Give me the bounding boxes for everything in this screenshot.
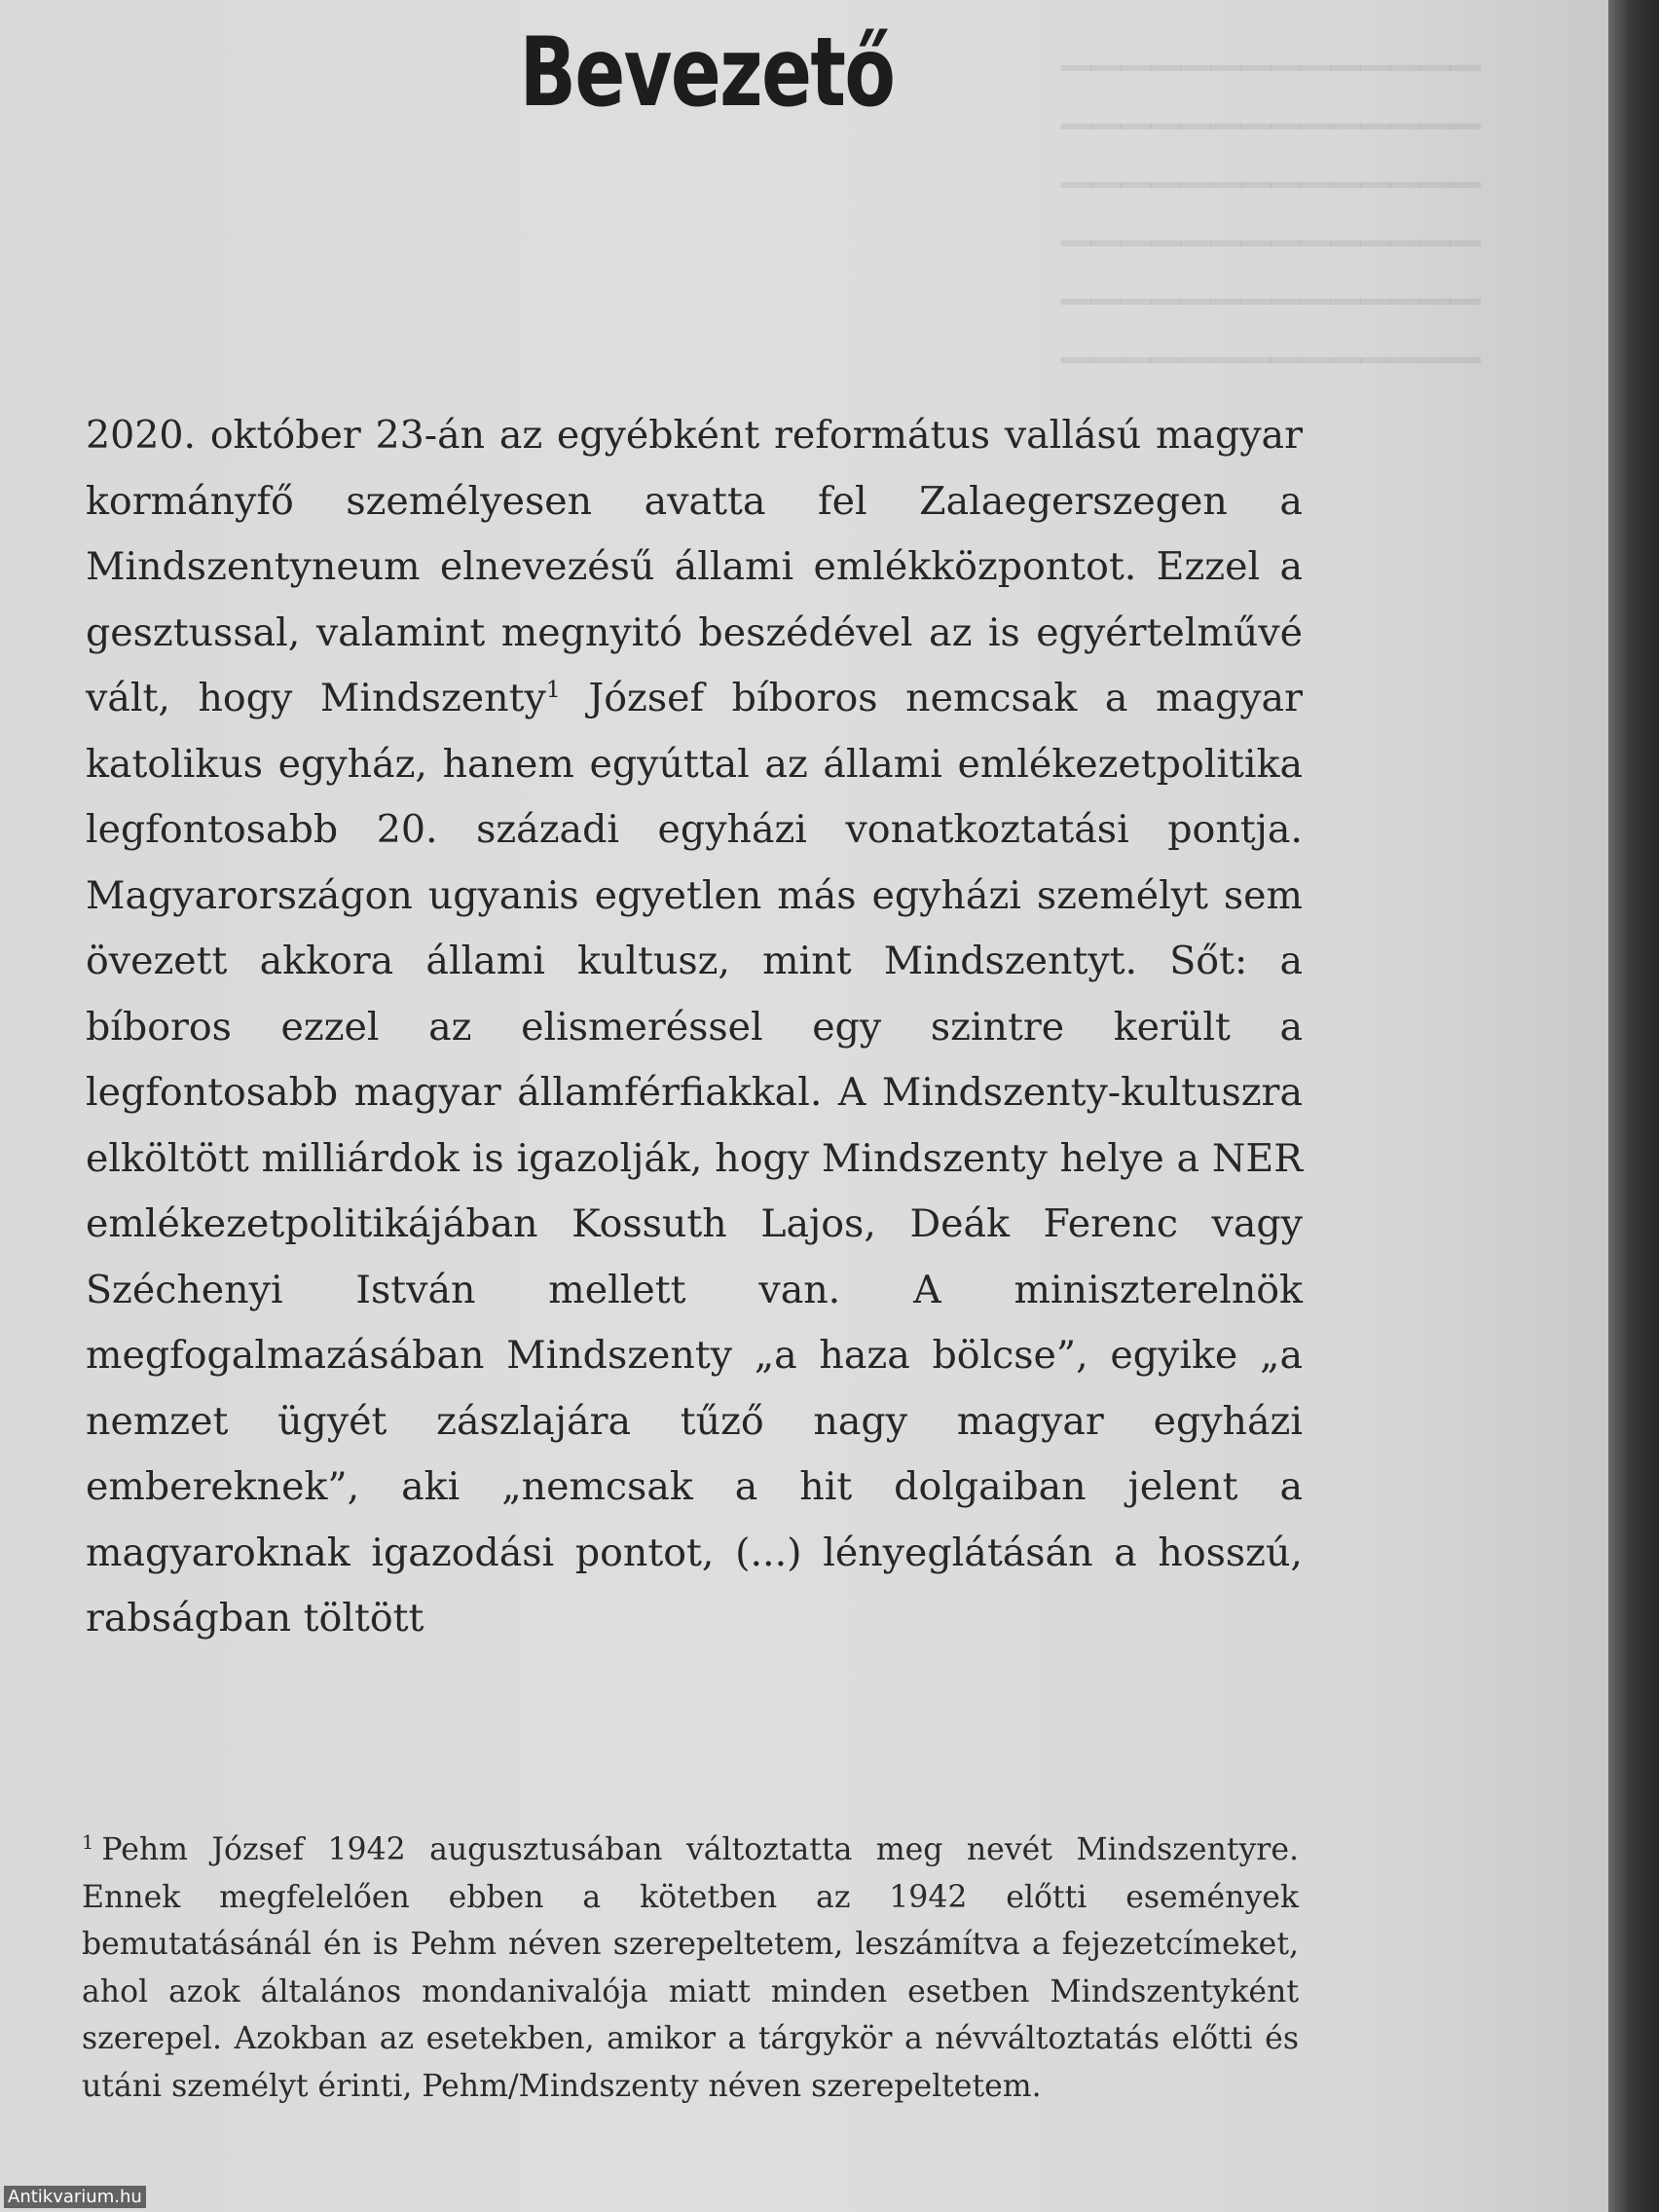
body-paragraph [86, 403, 1303, 1652]
footnote-text: Pehm József 1942 augusztusában változtatta meg nevét Mindszentyre. Ennek megfelelően ebben a kötetben az 1942 előtti események bemutatásánál én is Pehm néven szerepeltetem, leszámítva a fejezetcímeket, ahol azok általános mondanivalója miatt minden esetben Mindszentyként szerepel. Azokban az esetekben, amikor a tárgykör a névváltoztatás előtti és utáni személyt érinti, Pehm/Mindszenty néven szerepeltetem. [82, 1832, 1299, 2104]
page-title: Bevezető [519, 18, 895, 129]
book-spine-shadow [1608, 0, 1659, 2212]
footnote [82, 1826, 1299, 2110]
bleed-through-text: ▁▁▁▁▁▁▁▁▁▁▁▁▁▁ ▁▁▁▁▁▁▁▁▁▁▁▁▁▁ ▁▁▁▁▁▁▁▁▁▁▁▁▁▁ ▁▁▁▁▁▁▁▁▁▁▁▁▁▁ ▁▁▁▁▁▁▁▁▁▁▁▁▁▁ ▁▁▁▁▁▁▁▁▁▁▁▁▁▁ [1061, 26, 1481, 363]
footnote-mark: 1 [82, 1830, 94, 1854]
body-text-part-1: 2020. október 23-án az egyébként református vallású magyar kormányfő személyesen avatta fel Zalaegerszegen a Mindszentyneum elnevezésű állami emlékközpontot. Ezzel a gesztussal, valamint megnyitó beszédével az is egyértelművé vált, hogy Mindszenty [86, 413, 1303, 720]
footnote-reference: 1 [545, 675, 561, 703]
body-text-part-2: József bíboros nemcsak a magyar katolikus egyház, hanem egyúttal az állami emlékezetpolitika legfontosabb 20. századi egyházi vonatkoztatási pontja. Magyarországon ugyanis egyetlen más egyházi személyt sem övezett akkora állami kultusz, mint Mindszentyt. Sőt: a bíboros ezzel az elismeréssel egy szintre került a legfontosabb magyar államférfiakkal. A Mindszenty-kultuszra elköltött milliárdok is igazolják, hogy Mindszenty helye a NER emlékezetpolitikájában Kossuth Lajos, Deák Ferenc vagy Széchenyi István mellett van. A miniszterelnök megfogalmazásában Mindszenty „a haza bölcse”, egyike „a nemzet ügyét zászlajára tűző nagy magyar egyházi embereknek”, aki „nemcsak a hit dolgaiban jelent a magyaroknak igazodási pontot, (...) lényeglátásán a hosszú, rabságban töltött [86, 676, 1303, 1641]
watermark: Antikvarium.hu [4, 2186, 146, 2208]
